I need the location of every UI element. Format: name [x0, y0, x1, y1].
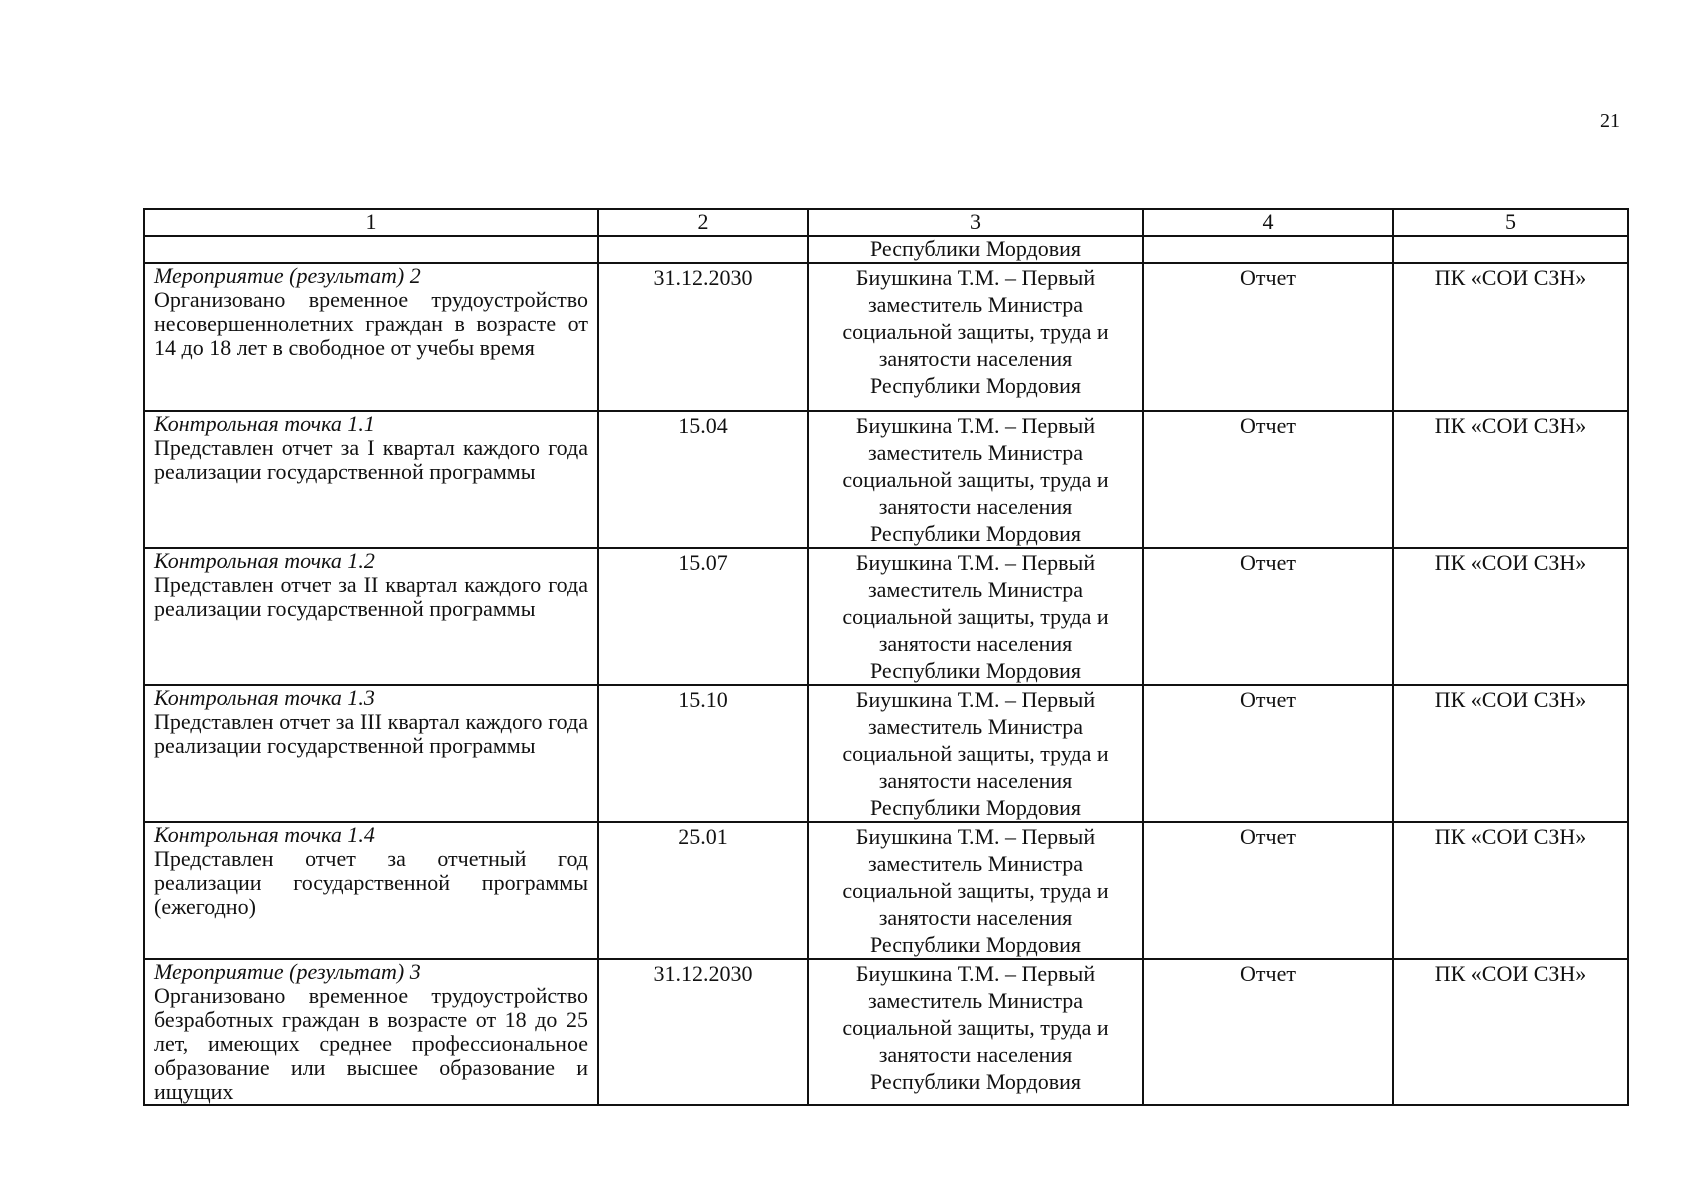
row-text: Представлен отчет за III квартал каждого года реализации государственной программы [154, 709, 588, 758]
row-system: ПК «СОИ СЗН» [1393, 411, 1628, 548]
row-text: Организовано временное трудоустройство безработных граждан в возрасте от 18 до 25 лет, имеющих среднее профессиональное образование или высшее образование и ищущих [154, 983, 588, 1104]
responsible-line: Республики Мордовия [869, 521, 1082, 546]
continuation-col-2 [598, 236, 808, 263]
responsible-line: Республики Мордовия [869, 658, 1082, 683]
row-responsible [808, 548, 1143, 685]
responsible-line: социальной защиты, труда и [842, 878, 1109, 903]
responsible-line: Республики Мордовия [869, 1069, 1082, 1094]
responsible-line: Биушкина Т.М. – Первый [855, 824, 1096, 849]
row-text: Представлен отчет за отчетный год реализации государственной программы (ежегодно) [154, 846, 588, 919]
row-document: Отчет [1143, 548, 1393, 685]
row-deadline: 15.10 [598, 685, 808, 822]
row-system: ПК «СОИ СЗН» [1393, 822, 1628, 959]
row-text: Представлен отчет за II квартал каждого года реализации государственной программы [154, 572, 588, 621]
responsible-line: заместитель Министра [867, 714, 1084, 739]
table-row [144, 959, 1628, 1105]
row-document: Отчет [1143, 685, 1393, 822]
responsible-line: социальной защиты, труда и [842, 319, 1109, 344]
row-description [144, 548, 598, 685]
responsible-line: Биушкина Т.М. – Первый [855, 265, 1096, 290]
page-number: 21 [1600, 110, 1620, 132]
table-header-row [144, 209, 1628, 236]
header-col-4: 4 [1143, 209, 1393, 236]
header-col-1: 1 [144, 209, 598, 236]
responsible-line: Биушкина Т.М. – Первый [855, 550, 1096, 575]
responsible-line: заместитель Министра [867, 851, 1084, 876]
continuation-col-3: Республики Мордовия [808, 236, 1143, 263]
row-document: Отчет [1143, 822, 1393, 959]
header-col-3: 3 [808, 209, 1143, 236]
row-document: Отчет [1143, 959, 1393, 1105]
row-responsible [808, 685, 1143, 822]
table-row [144, 263, 1628, 411]
row-deadline: 25.01 [598, 822, 808, 959]
responsible-line: занятости населения [878, 631, 1073, 656]
row-description [144, 959, 598, 1105]
table-row [144, 822, 1628, 959]
responsible-line: Биушкина Т.М. – Первый [855, 961, 1096, 986]
row-system: ПК «СОИ СЗН» [1393, 263, 1628, 411]
continuation-col-5 [1393, 236, 1628, 263]
row-document: Отчет [1143, 411, 1393, 548]
responsible-line: Биушкина Т.М. – Первый [855, 687, 1096, 712]
row-document: Отчет [1143, 263, 1393, 411]
row-system: ПК «СОИ СЗН» [1393, 548, 1628, 685]
responsible-line: занятости населения [878, 1042, 1073, 1067]
row-kind: Мероприятие (результат) 3 [154, 959, 421, 984]
table-row [144, 548, 1628, 685]
responsible-line: занятости населения [878, 905, 1073, 930]
row-kind: Контрольная точка 1.4 [154, 822, 375, 847]
responsible-line: занятости населения [878, 346, 1073, 371]
row-deadline: 15.04 [598, 411, 808, 548]
row-kind: Мероприятие (результат) 2 [154, 263, 421, 288]
header-col-2: 2 [598, 209, 808, 236]
row-kind: Контрольная точка 1.2 [154, 548, 375, 573]
row-deadline: 31.12.2030 [598, 263, 808, 411]
table-row [144, 685, 1628, 822]
responsible-line: занятости населения [878, 768, 1073, 793]
row-deadline: 15.07 [598, 548, 808, 685]
responsible-line: Биушкина Т.М. – Первый [855, 413, 1096, 438]
row-description [144, 411, 598, 548]
row-kind: Контрольная точка 1.1 [154, 411, 375, 436]
responsible-line: социальной защиты, труда и [842, 741, 1109, 766]
row-system: ПК «СОИ СЗН» [1393, 959, 1628, 1105]
row-description [144, 685, 598, 822]
responsible-line: заместитель Министра [867, 440, 1084, 465]
row-system: ПК «СОИ СЗН» [1393, 685, 1628, 822]
table-row [144, 411, 1628, 548]
responsible-line: заместитель Министра [867, 577, 1084, 602]
continuation-col-1 [144, 236, 598, 263]
responsible-line: социальной защиты, труда и [842, 467, 1109, 492]
row-deadline: 31.12.2030 [598, 959, 808, 1105]
row-responsible [808, 263, 1143, 411]
implementation-plan-table [143, 208, 1629, 1106]
row-description [144, 263, 598, 411]
row-text: Представлен отчет за I квартал каждого года реализации государственной программы [154, 435, 588, 484]
row-responsible [808, 822, 1143, 959]
row-text: Организовано временное трудоустройство несовершеннолетних граждан в возрасте от 14 до 18 лет в свободное от учебы время [154, 287, 588, 360]
responsible-line: Республики Мордовия [869, 373, 1082, 398]
row-description [144, 822, 598, 959]
responsible-line: Республики Мордовия [869, 795, 1082, 820]
row-kind: Контрольная точка 1.3 [154, 685, 375, 710]
responsible-line: заместитель Министра [867, 988, 1084, 1013]
continuation-row [144, 236, 1628, 263]
responsible-line: заместитель Министра [867, 292, 1084, 317]
responsible-line: социальной защиты, труда и [842, 1015, 1109, 1040]
responsible-line: социальной защиты, труда и [842, 604, 1109, 629]
continuation-col-4 [1143, 236, 1393, 263]
header-col-5: 5 [1393, 209, 1628, 236]
row-responsible [808, 411, 1143, 548]
responsible-line: Республики Мордовия [869, 932, 1082, 957]
responsible-line: занятости населения [878, 494, 1073, 519]
row-responsible [808, 959, 1143, 1105]
